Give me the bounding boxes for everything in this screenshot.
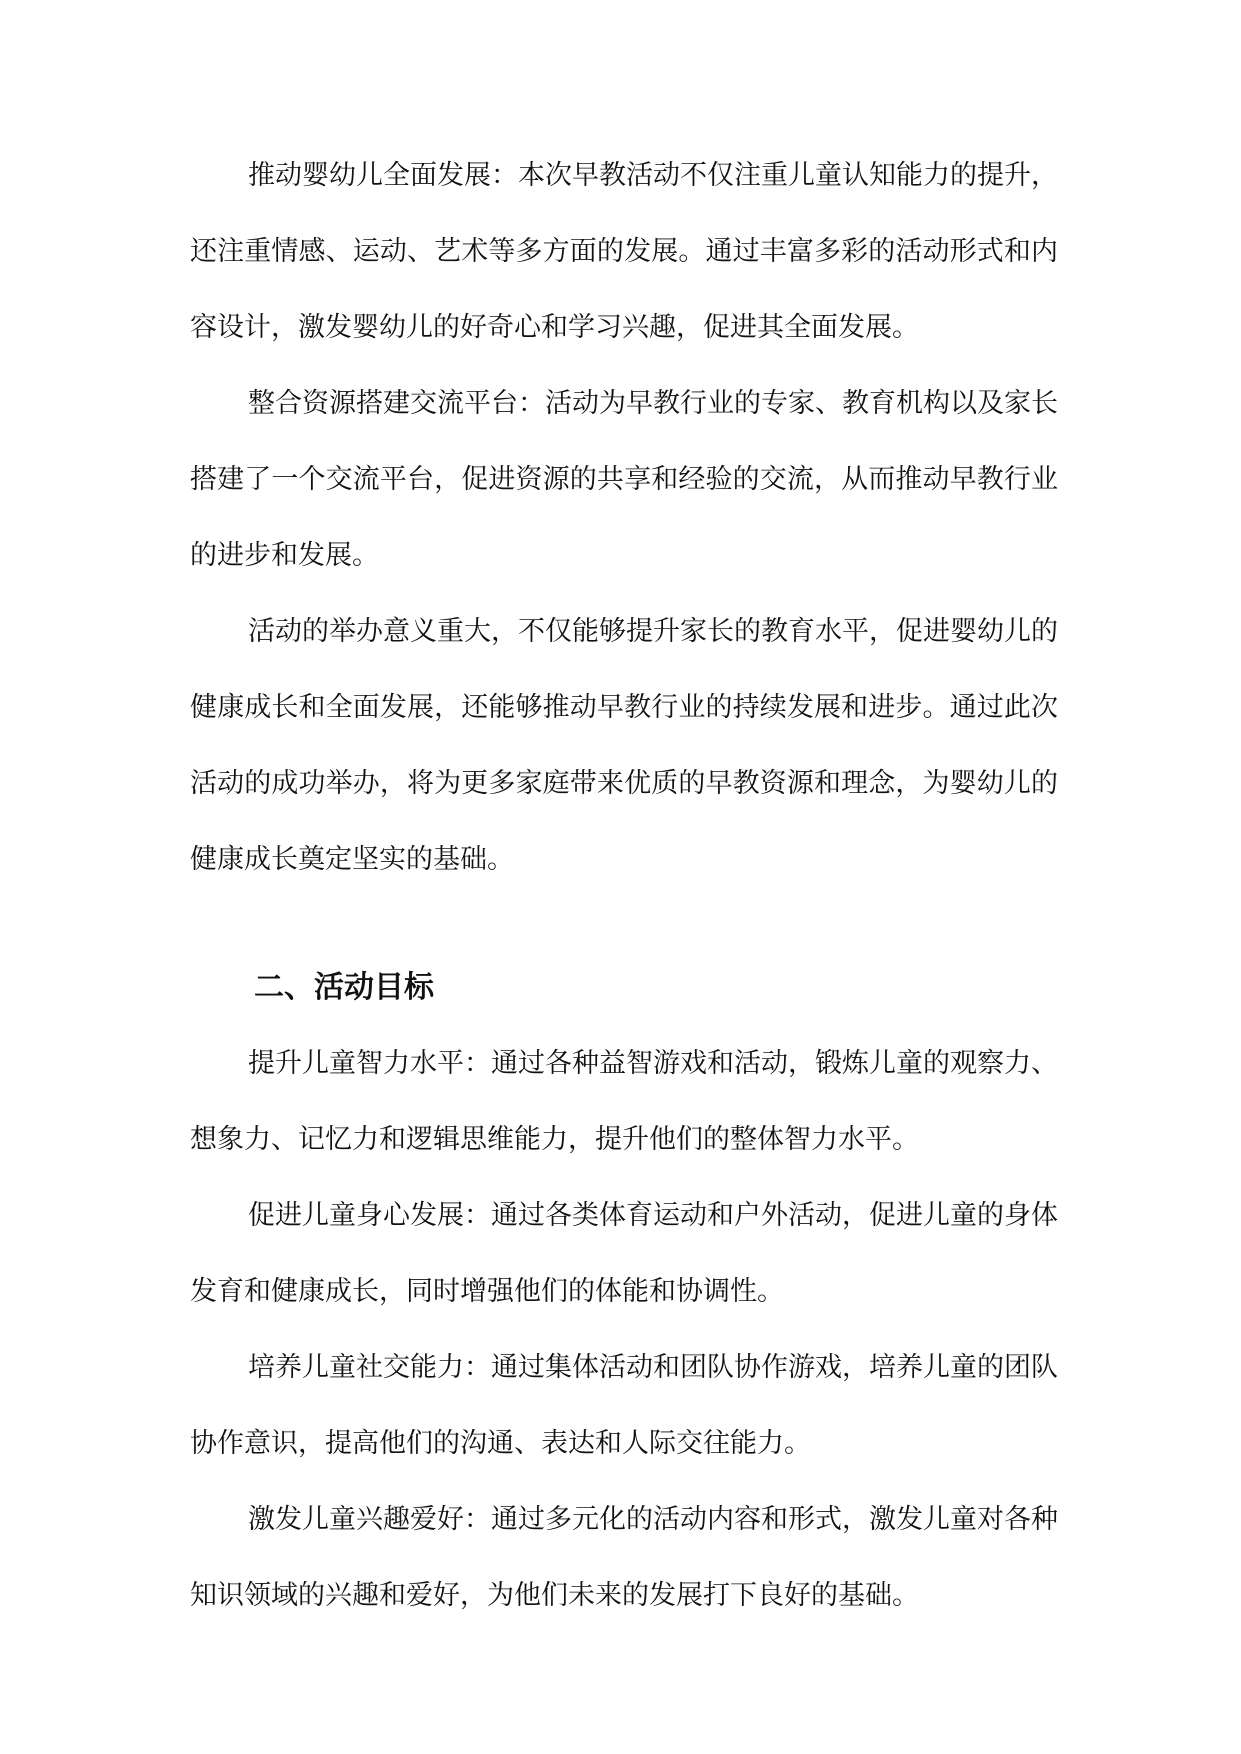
paragraph-goal-intelligence: 提升儿童智力水平：通过各种益智游戏和活动，锻炼儿童的观察力、想象力、记忆力和逻辑思维能力，提升他们的整体智力水平。 [190,1048,1058,1155]
document-body [190,138,1058,1634]
paragraph-goal-physical-development: 促进儿童身心发展：通过各类体育运动和户外活动，促进儿童的身体发育和健康成长，同时增强他们的体能和协调性。 [190,1200,1058,1307]
paragraph-resource-platform: 整合资源搭建交流平台：活动为早教行业的专家、教育机构以及家长搭建了一个交流平台，促进资源的共享和经验的交流，从而推动早教行业的进步和发展。 [190,388,1058,571]
section-heading-activity-goals: 二、活动目标 [254,970,434,1005]
paragraph-goal-interests: 激发儿童兴趣爱好：通过多元化的活动内容和形式，激发儿童对各种知识领域的兴趣和爱好，为他们未来的发展打下良好的基础。 [190,1504,1058,1611]
paragraph-comprehensive-development: 推动婴幼儿全面发展：本次早教活动不仅注重儿童认知能力的提升，还注重情感、运动、艺术等多方面的发展。通过丰富多彩的活动形式和内容设计，激发婴幼儿的好奇心和学习兴趣，促进其全面发展。 [190,160,1058,343]
paragraph-goal-social-skills: 培养儿童社交能力：通过集体活动和团队协作游戏，培养儿童的团队协作意识，提高他们的沟通、表达和人际交往能力。 [190,1352,1058,1459]
paragraph-activity-significance: 活动的举办意义重大，不仅能够提升家长的教育水平，促进婴幼儿的健康成长和全面发展，还能够推动早教行业的持续发展和进步。通过此次活动的成功举办，将为更多家庭带来优质的早教资源和理念，为婴幼儿的健康成长奠定坚实的基础。 [190,616,1058,875]
